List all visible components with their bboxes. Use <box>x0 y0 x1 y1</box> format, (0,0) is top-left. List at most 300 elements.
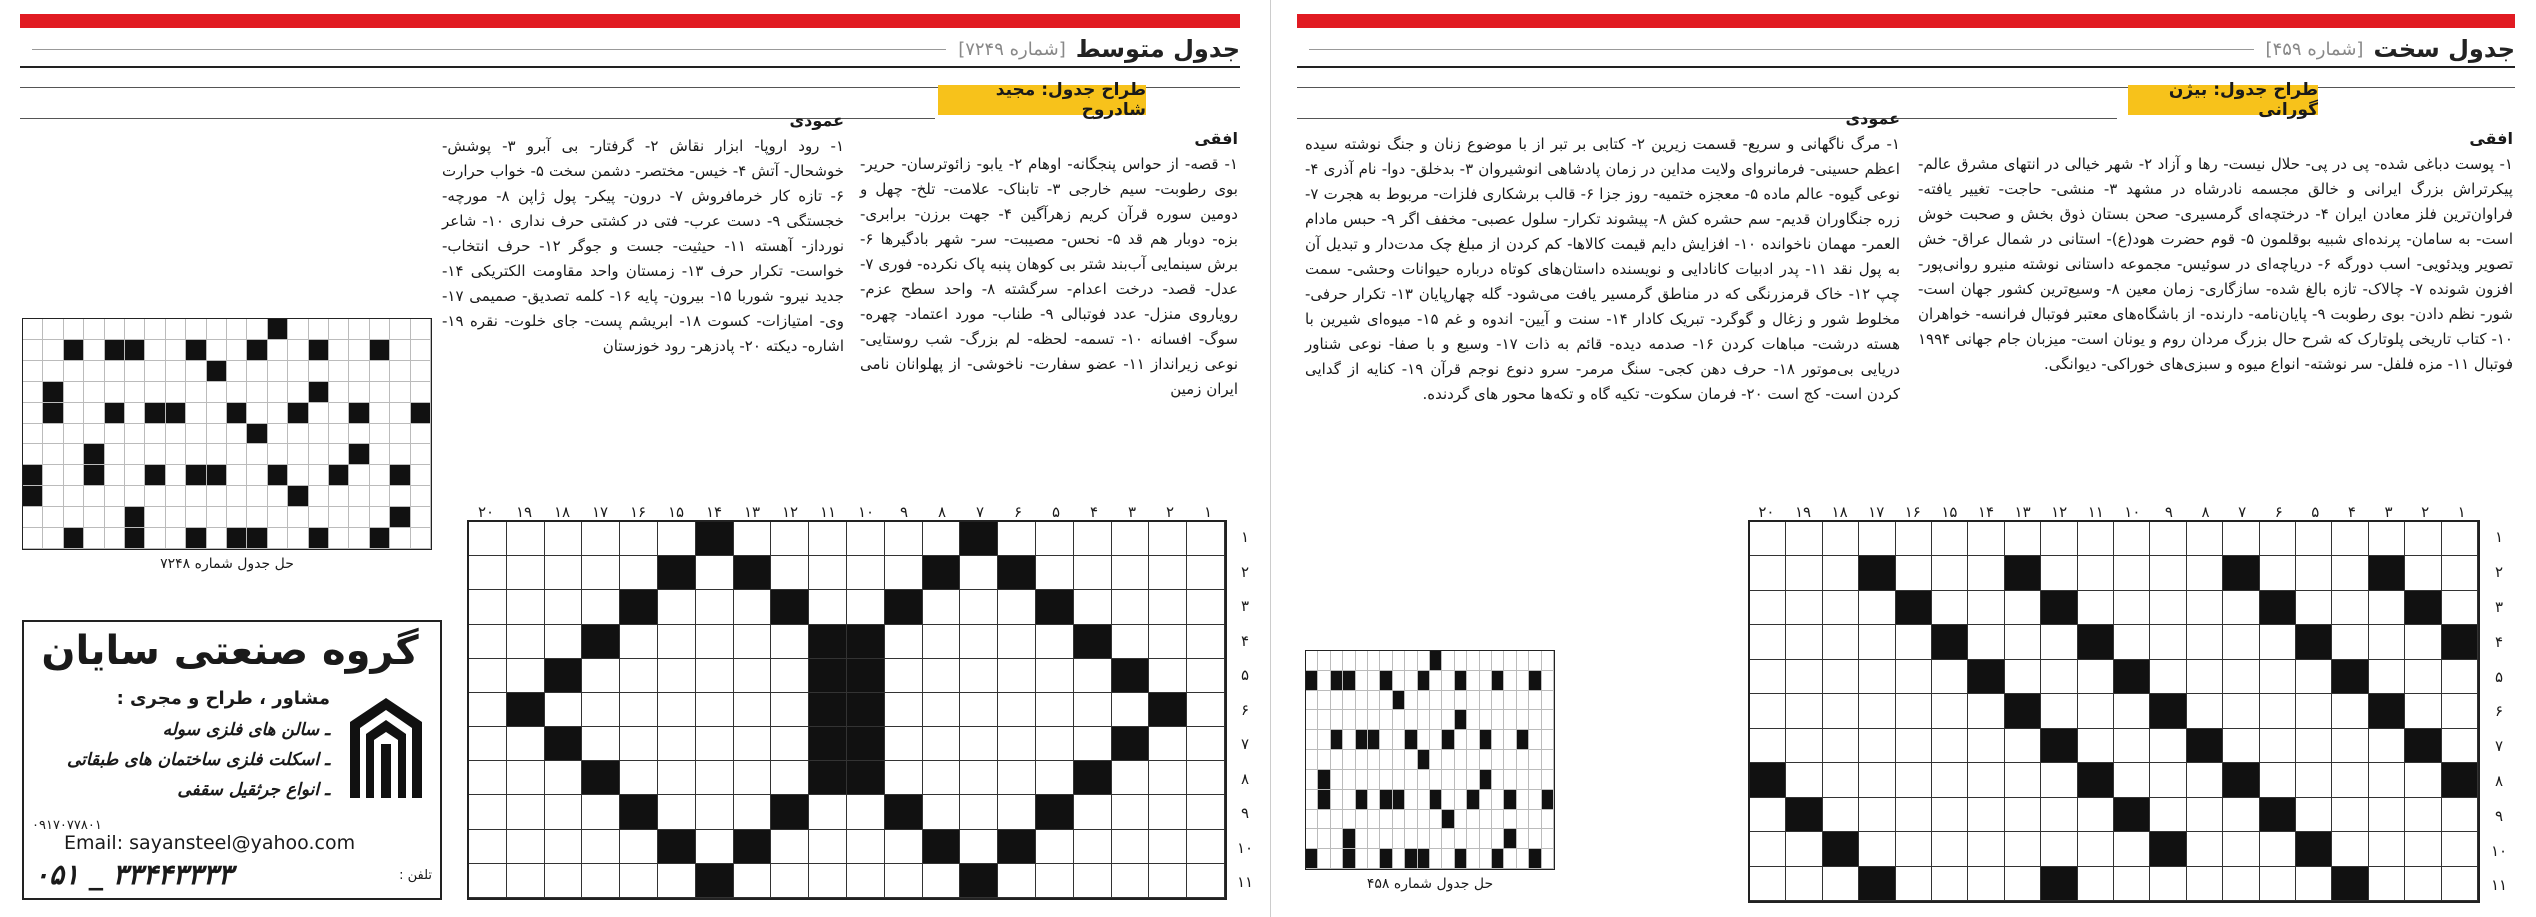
grid-cell <box>2223 591 2259 625</box>
solution-cell <box>1542 790 1554 810</box>
solution-cell <box>1492 810 1504 830</box>
grid-cell <box>2260 522 2296 556</box>
grid-cell <box>885 830 923 864</box>
solution-cell <box>227 319 247 340</box>
grid-cell <box>1750 729 1786 763</box>
solution-cell <box>329 403 349 424</box>
solution-cell <box>1343 810 1355 830</box>
grid-cell <box>809 659 847 693</box>
solution-cell <box>23 486 43 507</box>
grid-cell <box>1968 694 2004 728</box>
solution-cell <box>411 424 431 445</box>
solution-cell <box>1356 730 1368 750</box>
solution-cell <box>1517 730 1529 750</box>
grid-cell <box>1786 591 1822 625</box>
grid-cell <box>1750 625 1786 659</box>
hard-horizontal-clues <box>1918 126 2513 377</box>
grid-cell <box>1823 694 1859 728</box>
solution-cell <box>1430 750 1442 770</box>
solution-cell <box>329 528 349 549</box>
solution-cell <box>1380 651 1392 671</box>
solution-cell <box>390 361 410 382</box>
solution-cell <box>1368 730 1380 750</box>
grid-cell <box>2223 798 2259 832</box>
solution-cell <box>411 382 431 403</box>
solution-cell <box>1368 750 1380 770</box>
grid-cell <box>2114 556 2150 590</box>
grid-cell <box>960 727 998 761</box>
grid-cell <box>582 761 620 795</box>
solution-cell <box>1368 790 1380 810</box>
solution-cell <box>390 382 410 403</box>
solution-cell <box>1405 710 1417 730</box>
solution-cell <box>1418 750 1430 770</box>
grid-cell <box>771 830 809 864</box>
grid-cell <box>1823 832 1859 866</box>
grid-cell <box>1036 693 1074 727</box>
grid-cell <box>2260 556 2296 590</box>
solution-cell <box>64 403 84 424</box>
grid-cell <box>734 522 772 556</box>
solution-cell <box>1480 810 1492 830</box>
grid-cell <box>2150 763 2186 797</box>
solution-cell <box>23 465 43 486</box>
solution-cell <box>1318 810 1330 830</box>
grid-cell <box>847 556 885 590</box>
medium-vertical-clues <box>442 108 844 359</box>
grid-cell <box>582 590 620 624</box>
solution-cell <box>1542 671 1554 691</box>
solution-cell <box>1393 730 1405 750</box>
grid-cell <box>545 830 583 864</box>
grid-cell <box>545 693 583 727</box>
solution-cell <box>1368 770 1380 790</box>
grid-cell <box>847 864 885 898</box>
solution-cell <box>1418 710 1430 730</box>
grid-cell <box>1859 763 1895 797</box>
grid-cell <box>2150 694 2186 728</box>
grid-cell <box>1112 659 1150 693</box>
solution-cell <box>1430 671 1442 691</box>
grid-cell <box>1859 591 1895 625</box>
solution-cell <box>1405 849 1417 869</box>
grid-cell <box>1968 798 2004 832</box>
grid-cell <box>582 795 620 829</box>
solution-cell <box>1318 651 1330 671</box>
solution-cell <box>186 486 206 507</box>
grid-cell <box>771 693 809 727</box>
ad-company-name: گروه صنعتی سایان <box>41 628 419 674</box>
grid-cell <box>2405 867 2441 901</box>
grid-cell <box>658 659 696 693</box>
grid-cell <box>771 556 809 590</box>
solution-cell <box>166 465 186 486</box>
solution-cell <box>1405 829 1417 849</box>
grid-cell <box>1896 591 1932 625</box>
grid-cell <box>469 727 507 761</box>
grid-cell <box>1036 625 1074 659</box>
solution-cell <box>1542 750 1554 770</box>
grid-cell <box>2041 694 2077 728</box>
solution-cell <box>1492 790 1504 810</box>
grid-cell <box>1074 693 1112 727</box>
solution-cell <box>1455 849 1467 869</box>
solution-cell <box>1380 671 1392 691</box>
grid-cell <box>2405 556 2441 590</box>
solution-cell <box>1455 671 1467 691</box>
solution-cell <box>1517 750 1529 770</box>
solution-cell <box>288 361 308 382</box>
solution-cell <box>1430 691 1442 711</box>
solution-cell <box>1306 790 1318 810</box>
solution-cell <box>1480 710 1492 730</box>
solution-cell <box>1492 750 1504 770</box>
grid-cell <box>2332 798 2368 832</box>
solution-cell <box>84 382 104 403</box>
solution-cell <box>247 319 267 340</box>
grid-cell <box>2442 556 2478 590</box>
solution-cell <box>1331 730 1343 750</box>
grid-cell <box>2369 660 2405 694</box>
solution-cell <box>105 361 125 382</box>
grid-cell <box>1074 659 1112 693</box>
solution-cell <box>1393 710 1405 730</box>
solution-cell <box>370 319 390 340</box>
solution-cell <box>1356 651 1368 671</box>
grid-cell <box>658 795 696 829</box>
grid-cell <box>923 795 961 829</box>
grid-cell <box>1968 522 2004 556</box>
solution-cell <box>1504 671 1516 691</box>
grid-cell <box>2260 591 2296 625</box>
solution-cell <box>84 486 104 507</box>
ad-item-2: ـ اسکلت فلزی ساختمان های طبقاتی <box>66 750 330 770</box>
grid-cell <box>771 727 809 761</box>
grid-cell <box>2332 591 2368 625</box>
solution-cell <box>1529 651 1541 671</box>
solution-cell <box>329 507 349 528</box>
grid-cell <box>734 659 772 693</box>
solution-cell <box>1529 691 1541 711</box>
solution-cell <box>390 507 410 528</box>
grid-cell <box>1112 761 1150 795</box>
grid-cell <box>771 761 809 795</box>
grid-cell <box>582 659 620 693</box>
grid-cell <box>1932 729 1968 763</box>
grid-cell <box>2442 522 2478 556</box>
grid-cell <box>809 795 847 829</box>
grid-cell <box>545 727 583 761</box>
solution-cell <box>1306 671 1318 691</box>
solution-cell <box>166 424 186 445</box>
medium-title: جدول متوسط <box>1075 35 1240 63</box>
medium-solution-caption: حل جدول شماره ۷۲۴۸ <box>160 556 294 572</box>
grid-cell <box>1968 832 2004 866</box>
solution-cell <box>1442 691 1454 711</box>
solution-cell <box>1380 790 1392 810</box>
grid-cell <box>1074 864 1112 898</box>
solution-cell <box>1542 730 1554 750</box>
hard-vertical-text: ۱- مرگ ناگهانی و سریع- قسمت زیرین ۲- کتابی بر تبر از با موضوع زنان و جنگ نوشته سیده اعظم حسینی- فرمانروای ولایت مداین در زمان پادشاهی انوشیروان ۳- بدخلق- دوا- نام آذری ۴- نوعی گیوه- عالم ماده ۵- معجزه ختمیه- روز جزا ۶- قالب برشکاری فلزات- مربوط به هجرت ۷- زره جنگاوران قدیم- سم حشره کش ۸- پیشوند تکرار- سلول عصبی- مخفف اگر ۹- حبس مادام العمر- مهمان ناخوانده ۱۰- افزایش دایم قیمت کالاها- کم کردن از مبلغ چک مدت‌دار و تبدیل آن به پول نقد ۱۱- پدر ادبیات کانادایی و نویسنده داستان‌های کوتاه درباره حیوانات وحشی- سمت چپ ۱۲- خاک قرمزرنگی که در مناطق گرمسیر یافت می‌شود- گله چهارپایان ۱۳- تکرار حرفی- مخلوط شور و زغال و گوگرد- تبریک کادار ۱۴- سنت و آیین- اندوه و غم ۱۵- میوه‌ای شیرین با هسته درشت- مباهات کردن ۱۶- صدمه دیده- قائم به ذات ۱۷- وسیع و با صفا- نوعی شناور دریایی بی‌موتور ۱۸- حرف دهن کجی- سنگ مرمر- سرو دنوع نوجم قرآن ۱۹- کنایه از گدایی کردن است- کج است ۲۰- فرمان سکوت- تکیه گاه و تکه‌ها محور های گردنده. <box>1305 135 1901 403</box>
solution-cell <box>105 486 125 507</box>
solution-cell <box>1393 829 1405 849</box>
grid-cell <box>582 556 620 590</box>
grid-cell <box>1859 729 1895 763</box>
solution-cell <box>1542 710 1554 730</box>
solution-cell <box>43 486 63 507</box>
solution-cell <box>1306 829 1318 849</box>
solution-cell <box>145 465 165 486</box>
hard-designer-badge: طراح جدول: بیژن گورانی <box>2128 85 2318 115</box>
grid-cell <box>2041 591 2077 625</box>
grid-cell <box>2296 867 2332 901</box>
solution-cell <box>1504 710 1516 730</box>
solution-cell <box>1380 849 1392 869</box>
grid-cell <box>1074 625 1112 659</box>
grid-cell <box>2442 867 2478 901</box>
solution-cell <box>268 424 288 445</box>
grid-cell <box>2005 729 2041 763</box>
grid-cell <box>885 795 923 829</box>
solution-cell <box>329 382 349 403</box>
grid-cell <box>847 795 885 829</box>
solution-cell <box>1480 691 1492 711</box>
solution-cell <box>370 465 390 486</box>
solution-cell <box>288 528 308 549</box>
solution-cell <box>1343 710 1355 730</box>
grid-cell <box>1112 795 1150 829</box>
solution-cell <box>349 340 369 361</box>
grid-cell <box>1823 798 1859 832</box>
grid-cell <box>960 522 998 556</box>
grid-cell <box>1859 660 1895 694</box>
solution-cell <box>207 424 227 445</box>
grid-cell <box>1187 556 1225 590</box>
grid-cell <box>2041 729 2077 763</box>
solution-cell <box>1368 691 1380 711</box>
solution-cell <box>145 382 165 403</box>
solution-cell <box>1318 730 1330 750</box>
grid-cell <box>469 864 507 898</box>
solution-cell <box>1418 849 1430 869</box>
grid-cell <box>2005 798 2041 832</box>
solution-cell <box>247 361 267 382</box>
grid-cell <box>1823 625 1859 659</box>
solution-cell <box>186 403 206 424</box>
solution-cell <box>166 382 186 403</box>
grid-cell <box>2150 522 2186 556</box>
grid-cell <box>2041 798 2077 832</box>
grid-cell <box>1074 727 1112 761</box>
solution-cell <box>1343 730 1355 750</box>
solution-cell <box>1405 651 1417 671</box>
grid-cell <box>1859 867 1895 901</box>
grid-cell <box>507 659 545 693</box>
solution-cell <box>1467 691 1479 711</box>
grid-cell <box>2223 832 2259 866</box>
grid-cell <box>658 761 696 795</box>
grid-cell <box>2296 522 2332 556</box>
grid-cell <box>2114 763 2150 797</box>
solution-cell <box>329 319 349 340</box>
grid-cell <box>998 761 1036 795</box>
solution-cell <box>309 444 329 465</box>
solution-cell <box>1430 849 1442 869</box>
solution-cell <box>349 528 369 549</box>
grid-cell <box>2150 798 2186 832</box>
solution-cell <box>1492 849 1504 869</box>
solution-cell <box>1480 829 1492 849</box>
solution-cell <box>1393 671 1405 691</box>
grid-cell <box>1187 522 1225 556</box>
solution-cell <box>1529 671 1541 691</box>
solution-cell <box>268 528 288 549</box>
medium-number: [شماره ۷۲۴۹] <box>958 38 1066 60</box>
solution-cell <box>268 403 288 424</box>
grid-cell <box>998 830 1036 864</box>
grid-cell <box>2223 660 2259 694</box>
solution-cell <box>1517 691 1529 711</box>
solution-cell <box>1318 691 1330 711</box>
grid-cell <box>2223 867 2259 901</box>
grid-cell <box>1036 522 1074 556</box>
grid-cell <box>696 693 734 727</box>
grid-cell <box>1859 556 1895 590</box>
grid-cell <box>1786 798 1822 832</box>
solution-cell <box>1517 770 1529 790</box>
solution-cell <box>166 403 186 424</box>
grid-cell <box>2187 660 2223 694</box>
grid-cell <box>545 625 583 659</box>
solution-cell <box>349 465 369 486</box>
solution-cell <box>1331 651 1343 671</box>
grid-cell <box>2369 832 2405 866</box>
solution-cell <box>1405 770 1417 790</box>
grid-cell <box>545 556 583 590</box>
grid-cell <box>2296 694 2332 728</box>
solution-cell <box>207 319 227 340</box>
solution-cell <box>1356 710 1368 730</box>
grid-cell <box>2150 729 2186 763</box>
grid-cell <box>2442 729 2478 763</box>
solution-cell <box>1306 730 1318 750</box>
grid-cell <box>1968 729 2004 763</box>
ad-item-3: ـ انواع جرثقیل سقفی <box>177 780 330 800</box>
grid-cell <box>847 693 885 727</box>
grid-cell <box>1074 556 1112 590</box>
grid-cell <box>1750 867 1786 901</box>
grid-cell <box>1187 864 1225 898</box>
grid-cell <box>658 727 696 761</box>
grid-cell <box>1036 761 1074 795</box>
grid-cell <box>545 795 583 829</box>
solution-cell <box>329 444 349 465</box>
grid-cell <box>2405 729 2441 763</box>
grid-cell <box>2296 832 2332 866</box>
grid-cell <box>885 625 923 659</box>
grid-cell <box>1823 591 1859 625</box>
grid-cell <box>1786 867 1822 901</box>
grid-cell <box>696 795 734 829</box>
solution-cell <box>207 507 227 528</box>
grid-cell <box>809 590 847 624</box>
grid-cell <box>2187 763 2223 797</box>
solution-cell <box>1442 750 1454 770</box>
hard-number: [شماره ۴۵۹] <box>2265 38 2364 60</box>
grid-cell <box>2187 591 2223 625</box>
grid-cell <box>1750 694 1786 728</box>
solution-cell <box>1430 810 1442 830</box>
solution-cell <box>268 465 288 486</box>
solution-cell <box>84 319 104 340</box>
grid-cell <box>2005 832 2041 866</box>
solution-cell <box>1356 770 1368 790</box>
solution-cell <box>1455 710 1467 730</box>
solution-cell <box>1529 829 1541 849</box>
solution-cell <box>84 507 104 528</box>
solution-cell <box>207 528 227 549</box>
grid-cell <box>1036 864 1074 898</box>
solution-cell <box>309 507 329 528</box>
solution-cell <box>1492 651 1504 671</box>
solution-cell <box>1455 651 1467 671</box>
solution-cell <box>1442 730 1454 750</box>
solution-cell <box>370 403 390 424</box>
solution-cell <box>329 361 349 382</box>
grid-cell <box>1036 659 1074 693</box>
grid-cell <box>1750 798 1786 832</box>
grid-cell <box>2223 556 2259 590</box>
solution-cell <box>1467 810 1479 830</box>
grid-cell <box>1932 763 1968 797</box>
solution-cell <box>125 403 145 424</box>
grid-cell <box>2369 522 2405 556</box>
grid-cell <box>2150 832 2186 866</box>
grid-cell <box>469 625 507 659</box>
grid-cell <box>2041 763 2077 797</box>
solution-cell <box>247 507 267 528</box>
grid-cell <box>1750 660 1786 694</box>
top-red-bar-left <box>20 14 1240 28</box>
grid-cell <box>2078 660 2114 694</box>
grid-cell <box>809 625 847 659</box>
grid-cell <box>847 659 885 693</box>
solution-cell <box>125 507 145 528</box>
solution-cell <box>1331 710 1343 730</box>
grid-cell <box>2114 694 2150 728</box>
solution-cell <box>1306 770 1318 790</box>
grid-cell <box>2405 832 2441 866</box>
grid-cell <box>620 795 658 829</box>
grid-cell <box>1074 830 1112 864</box>
solution-cell <box>1343 750 1355 770</box>
grid-cell <box>620 556 658 590</box>
solution-cell <box>84 340 104 361</box>
grid-cell <box>2150 591 2186 625</box>
grid-cell <box>507 693 545 727</box>
solution-cell <box>390 528 410 549</box>
medium-horizontal-text: ۱- قصه- از حواس پنجگانه- اوهام ۲- یابو- زائوترسان- حریر- بوی رطوبت- سیم خارجی ۳- تابناک- علامت- تلخ- چهل و دومین سوره قرآن کریم زهرآگین ۴- جهت برزن- برابری- بزه- دوبار هم قد ۵- نحس- مصیبت- سر- شهر بادگیرها ۶- برش سینمایی آب‌بند شتر بی کوهان پنبه پاک نکرده- فوری ۷- عدل- قصد- درخت اعدام- سرگشته ۸- واحد سطح عزم- رویاروی منزل- عدد فوتبالی ۹- طناب- مورد اعتماد- چهره- سوگ- افسانه ۱۰- تسمه- لحظه- لم بزرگ- شب روستایی- نوعی زیرانداز ۱۱- عضو سفارت- ناخوشی- از پهلوانان نامی ایران زمین <box>860 155 1238 398</box>
grid-cell <box>2369 556 2405 590</box>
grid-cell <box>469 659 507 693</box>
solution-cell <box>1331 790 1343 810</box>
solution-cell <box>411 444 431 465</box>
solution-cell <box>1418 691 1430 711</box>
solution-cell <box>411 361 431 382</box>
medium-vertical-text: ۱- رود اروپا- ابزار نقاش ۲- گرفتار- بی آبرو ۳- پوشش- خوشحال- آتش ۴- خیس- مختصر- دشمن سخت ۵- خواب حرارت ۶- تازه کار خرمافروش ۷- درون- پیکر- پول ژاپن ۸- مورچه- خجستگی ۹- دست عرب- فتی در کشتی حرف نداری ۱۰- شاعر نورداز- آهسته ۱۱- حیثیت- جست و جوگر ۱۲- حرف انتخاب- خواست- تکرار حرف ۱۳- زمستان واحد مقاومت الکتریکی ۱۴- جدید نیرو- شوربا ۱۵- بیرون- پایه ۱۶- کلمه تصدیق- صمیمی ۱۷- وی- امتیازات- کسوت ۱۸- ابریشم پست- جای خلوت- نقره ۱۹- اشاره- دیکته ۲۰- پادزهر- رود خوزستان <box>442 137 845 355</box>
grid-cell <box>960 590 998 624</box>
solution-cell <box>207 486 227 507</box>
